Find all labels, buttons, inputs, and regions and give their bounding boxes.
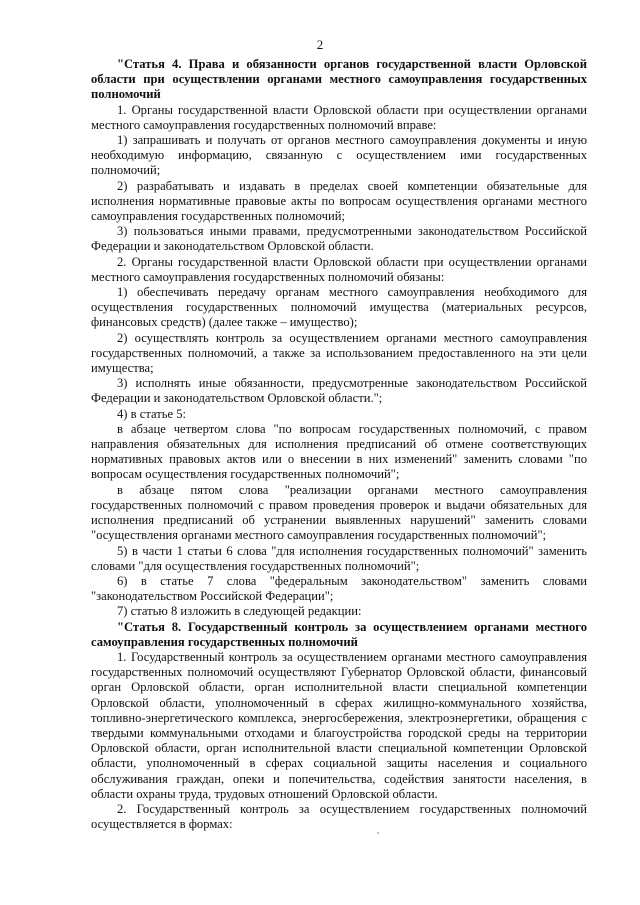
article-8-heading: "Статья 8. Государственный контроль за осуществлением органами местного самоуправления государственных полномочий (91, 619, 587, 649)
paragraph: 2. Государственный контроль за осуществлением государственных полномочий осуществляется в формах: (91, 801, 587, 832)
paragraph: 6) в статье 7 слова "федеральным законодательством" заменить словами "законодательством Российской Федерации"; (91, 573, 587, 604)
paragraph: 2) осуществлять контроль за осуществлением органами местного самоуправления государственных полномочий, а также за использованием предоставленного на эти цели имущества; (91, 330, 587, 376)
page-number: 2 (316, 37, 324, 52)
paragraph: 1) запрашивать и получать от органов местного самоуправления документы и иную необходимую информацию, связанную с осуществлением ими государственных полномочий; (91, 133, 587, 178)
paragraph: в абзаце пятом слова "реализации органами местного самоуправления государственных полномочий с правом проведения проверок и выдачи обязательных для исполнения предписаний об устранении выявленных нарушений" заменить словами "осуществления органами местного самоуправления государственных полномочий"; (91, 482, 587, 543)
scan-speck (377, 832, 379, 834)
paragraph: 3) пользоваться иными правами, предусмотренными законодательством Российской Федерации и законодательством Орловской области. (91, 224, 587, 254)
document-body (91, 57, 587, 832)
article-4-heading: "Статья 4. Права и обязанности органов государственной власти Орловской области при осуществлении органами местного самоуправления государственных полномочий (91, 57, 587, 102)
paragraph: 5) в части 1 статьи 6 слова "для исполнения государственных полномочий" заменить словами "для осуществления государственных полномочий"; (91, 543, 587, 573)
paragraph: 7) статью 8 изложить в следующей редакции: (117, 604, 362, 619)
paragraph: 2. Органы государственной власти Орловской области при осуществлении органами местного самоуправления государственных полномочий обязаны: (91, 254, 587, 284)
paragraph: 1) обеспечивать передачу органам местного самоуправления необходимого для осуществления государственных полномочий имущества (материальных ресурсов, финансовых средств) (далее также – имущество); (91, 285, 587, 330)
paragraph: 2) разрабатывать и издавать в пределах своей компетенции обязательные для исполнения нормативные правовые акты по вопросам осуществления органами местного самоуправления государственных полномочий; (91, 178, 587, 224)
paragraph: 1. Органы государственной власти Орловской области при осуществлении органами местного самоуправления государственных полномочий вправе: (91, 102, 587, 132)
paragraph: 3) исполнять иные обязанности, предусмотренные законодательством Российской Федерации и законодательством Орловской области."; (91, 376, 587, 406)
paragraph: в абзаце четвертом слова "по вопросам государственных полномочий, с правом направления обязательных для исполнения предписаний об отмене соответствующих нормативных правовых актов или о внесении в них изменений" заменить словами "по вопросам осуществления государственных полномочий"; (91, 421, 587, 482)
paragraph: 4) в статье 5: (117, 406, 187, 421)
paragraph: 1. Государственный контроль за осуществлением органами местного самоуправления государственных полномочий осуществляют Губернатор Орловской области, финансовый орган Орловской области, орган исполнительной власти специальной компетенции Орловской области, уполномоченный в сферах жилищно-коммунального хозяйства, топливно-энергетического комплекса, энергосбережения, электроэнергетики, обращения с твердыми коммунальными отходами и благоустройства городской среды на территории Орловской области, орган исполнительной власти специальной компетенции Орловской области, уполномоченный в сферах социальной защиты населения и социального обслуживания граждан, опеки и попечительства, содействия занятости населения, в области охраны труда, трудовых отношений Орловской области. (91, 649, 587, 801)
